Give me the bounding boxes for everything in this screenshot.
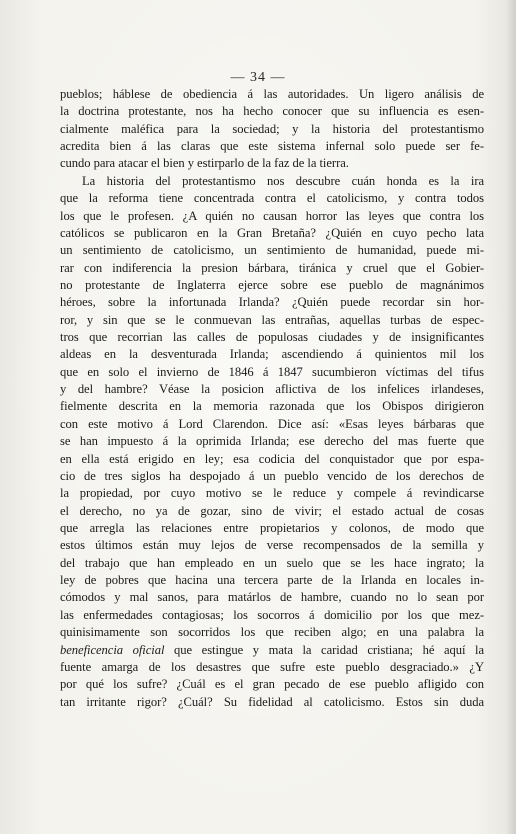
line-continuation: que estingue y mata la caridad cristiana; hé aquí la xyxy=(164,642,484,657)
text-line: cómodos y mal sanos, para matárlos de hambre, cuando no lo sean por xyxy=(60,590,484,605)
text-line: pueblos; háblese de obediencia á las autoridades. Un ligero análisis de xyxy=(60,87,484,101)
text-line: católicos se publicaron en la Gran Bretaña? ¿Quién en cuyo pecho lata xyxy=(60,225,484,240)
text-line: cio de tres siglos ha despojado á un pueblo vencido de los derechos de xyxy=(60,468,484,483)
text-line: del trabajo que han empleado en un suelo que se les hace ingrato; la xyxy=(60,555,484,570)
text-line: rar con indiferencia la presion bárbara, tiránica y cruel que el Gobier- xyxy=(60,260,484,275)
page-number: — 34 — xyxy=(230,70,286,85)
text-line: tan irritante rigor? ¿Cuál? Su fidelidad al catolicismo. Estos sin duda xyxy=(60,694,484,709)
text-line: ror, y sin que se le conmuevan las entrañas, aquellas turbas de espec- xyxy=(60,312,484,327)
text-line: la doctrina protestante, nos ha hecho conocer que su influencia es esen- xyxy=(60,104,484,119)
text-line: por qué los sufre? ¿Cuál es el gran pecado de ese pueblo afligido con xyxy=(60,677,484,692)
text-line: un sentimiento de catolicismo, un sentimiento de humanidad, puede mi- xyxy=(60,243,484,258)
text-line: con este motivo á Lord Clarendon. Dice así: «Esas leyes bárbaras que xyxy=(60,416,484,431)
text-line: la propiedad, por cuyo motivo se le reduce y compele á revindicarse xyxy=(60,486,484,501)
italic-phrase: beneficencia oficial xyxy=(60,642,165,657)
text-line: que en solo el invierno de 1846 á 1847 sucumbieron víctimas del tifus xyxy=(60,364,484,379)
text-line: quinisimamente son socorridos los que reciben algo; en una palabra la xyxy=(60,625,484,640)
text-line: tros que recorrian las calles de populosas ciudades y de insignificantes xyxy=(60,330,484,345)
text-line: en ella está erigido en ley; esa codicia del conquistador que por espa- xyxy=(60,451,484,466)
text-line: se han impuesto á la oprimida Irlanda; ese derecho del mas fuerte que xyxy=(60,434,484,449)
text-line: el derecho, no ya de gozar, sino de vivir; el estado actual de cosas xyxy=(60,503,484,518)
text-line: fuente amarga de los desastres que sufre este pueblo desgraciado.» ¿Y xyxy=(60,659,484,674)
text-line: que la reforma tiene concentrada contra el catolicismo, y contra todos xyxy=(60,191,484,206)
text-line: cialmente maléfica para la sociedad; y la historia del protestantismo xyxy=(60,121,484,136)
text-line: y del hambre? Véase la posicion aflictiva de los infelices irlandeses, xyxy=(60,382,484,397)
page-edge-shadow xyxy=(506,0,516,834)
text-line: no protestante de Inglaterra ejerce sobre ese pueblo de magnánimos xyxy=(60,277,484,292)
text-line: cundo para atacar el bien y estirparlo de la faz de la tierra. xyxy=(60,156,349,171)
text-line: acredita bien á las claras que este sistema infernal solo puede ser fe- xyxy=(60,139,484,154)
text-line xyxy=(60,642,484,659)
body-text xyxy=(60,86,484,711)
text-line: las enfermedades contagiosas; los socorros á domicilio por los que mez- xyxy=(60,607,484,622)
text-line: fielmente descrita en la memoria razonada que los Obispos dirigieron xyxy=(60,399,484,414)
text-line: que arregla las relaciones entre propietarios y colonos, de modo que xyxy=(60,520,484,535)
text-line: ley de pobres que hacina una tercera parte de la Irlanda en locales in- xyxy=(60,573,484,588)
text-line: aldeas en la desventurada Irlanda; ascendiendo á quinientos mil los xyxy=(60,347,484,362)
text-line: La historia del protestantismo nos descubre cuán honda es la ira xyxy=(82,173,484,188)
text-line: héroes, sobre la infortunada Irlanda? ¿Quién puede recordar sin hor- xyxy=(60,295,484,310)
text-line: estos últimos están muy lejos de verse recompensados de la semilla y xyxy=(60,538,484,553)
text-line: los que le profesen. ¿A quién no causan horror las leyes que contra los xyxy=(60,208,484,223)
